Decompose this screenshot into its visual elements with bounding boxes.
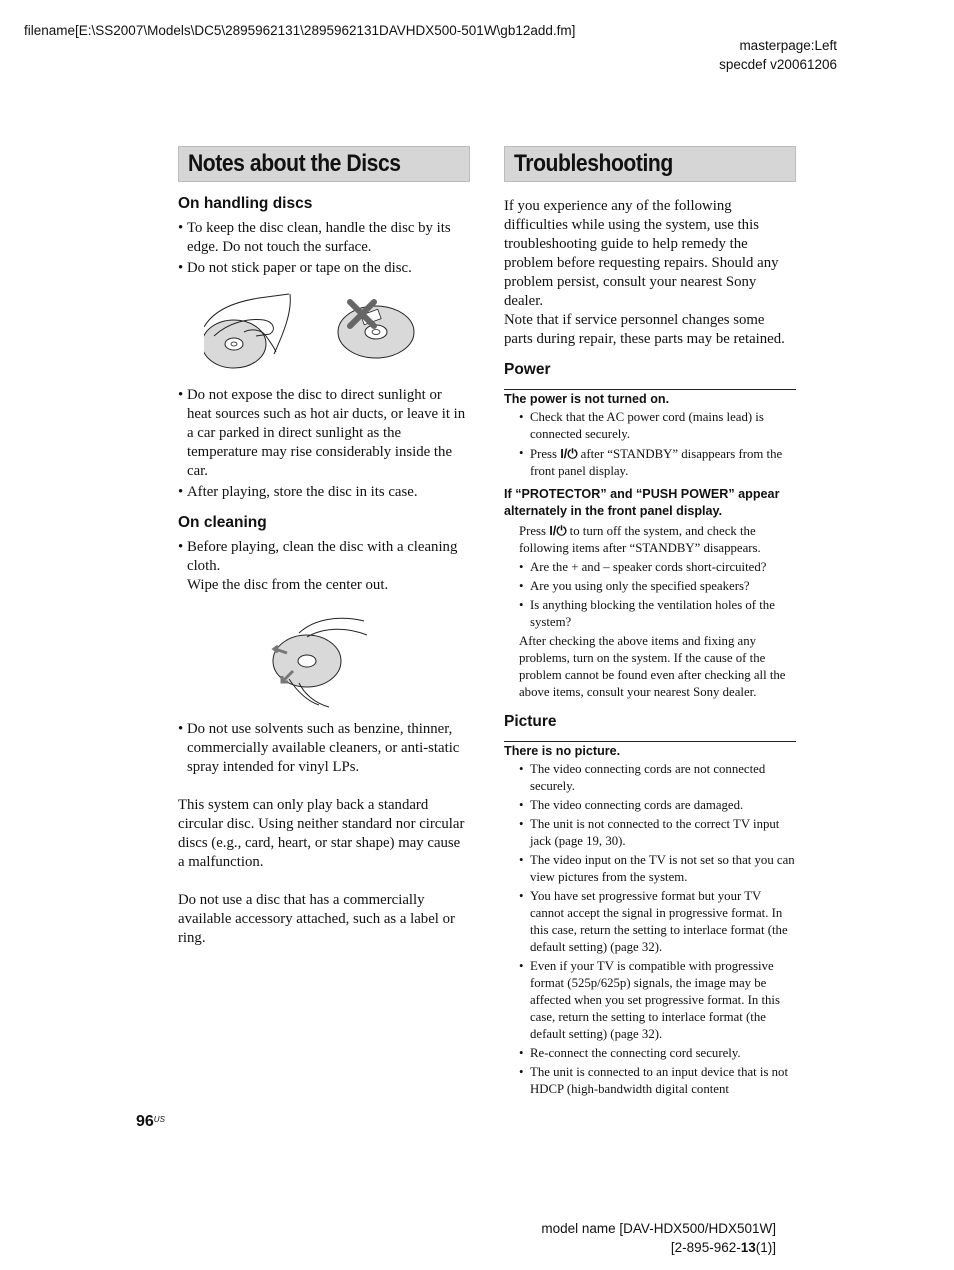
list-item: • Even if your TV is compatible with progressive format (525p/625p) signals, the image may be affected when you set progressive format. In this case, return the setting to interlace format (the default setting) (page 32). [519, 958, 796, 1043]
divider [504, 741, 796, 742]
cleaning-list-1 [178, 538, 470, 595]
disc-handling-illustration [178, 292, 470, 372]
protector-after: After checking the above items and fixing any problems, turn on the system. If the cause of the problem cannot be found even after checking all the above items, consult your nearest Sony dealer. [519, 634, 786, 699]
heading-cleaning: On cleaning [178, 514, 267, 531]
part-suffix: (1)] [755, 1240, 776, 1255]
section-title-text: Troubleshooting [514, 150, 673, 177]
protector-instructions [504, 522, 796, 557]
list-item: • You have set progressive format but your TV cannot accept the signal in progressive format. In this case, return the setting to interlace format (the default setting) (page 32). [519, 888, 796, 956]
masterpage-info [719, 36, 837, 74]
protector-checklist [504, 559, 796, 631]
symptom-no-picture: There is no picture. [504, 744, 621, 758]
power-button-icon: I/⏻ [560, 446, 578, 461]
page-region: US [153, 1115, 165, 1124]
remedy-text: Press [530, 447, 561, 461]
list-item [178, 538, 470, 595]
right-column [504, 146, 796, 1100]
standard-disc-note: This system can only play back a standard circular disc. Using neither standard nor circular discs (e.g., card, heart, or star shape) may cause a malfunction. [178, 797, 465, 870]
power-off-remedies [504, 409, 796, 480]
cleaning-list-2 [178, 720, 470, 777]
handling-list-1 [178, 219, 470, 278]
handling-list-2 [178, 386, 470, 502]
page-number-value: 96 [136, 1113, 154, 1130]
list-item: • Re-connect the connecting cord securely. [519, 1045, 796, 1062]
list-item: • To keep the disc clean, handle the disc by its edge. Do not touch the surface. [178, 219, 470, 257]
model-info [541, 1219, 776, 1257]
model-name: model name [DAV-HDX500/HDX501W] [541, 1221, 776, 1236]
heading-picture: Picture [504, 713, 557, 730]
list-item: • Are the + and – speaker cords short-circuited? [519, 559, 796, 576]
list-item: • The video input on the TV is not set so that you can view pictures from the system. [519, 852, 796, 886]
list-item: • Do not expose the disc to direct sunlight or heat sources such as hot air ducts, or leave it in a car parked in direct sunlight as the temperature may rise considerably inside the car. [178, 386, 470, 481]
disc-cleaning-figure [269, 613, 379, 708]
instruction-text: Press [519, 524, 550, 538]
part-number [541, 1238, 776, 1257]
section-title-discs [178, 146, 470, 182]
section-title-troubleshooting [504, 146, 796, 182]
masterpage-label: masterpage:Left [739, 38, 837, 53]
remedy-text-2: after “STANDBY” disappears from the front panel display. [530, 447, 783, 478]
list-item: • Is anything blocking the ventilation holes of the system? [519, 597, 796, 631]
part-prefix: [2-895-962- [670, 1240, 741, 1255]
list-item: • Do not stick paper or tape on the disc. [178, 259, 470, 278]
list-item [519, 445, 796, 480]
list-item: • Are you using only the specified speakers? [519, 578, 796, 595]
disc-handling-figure [204, 292, 444, 372]
list-item: • After playing, store the disc in its case. [178, 483, 470, 502]
troubleshooting-note: Note that if service personnel changes some parts during repair, these parts may be retained. [504, 312, 785, 347]
no-picture-remedies [504, 761, 796, 1098]
list-item: • The video connecting cords are damaged. [519, 797, 796, 814]
divider [504, 389, 796, 390]
left-column [178, 146, 470, 948]
specdef-label: specdef v20061206 [719, 57, 837, 72]
filename-header: filename[E:\SS2007\Models\DC5\2895962131\2895962131DAVHDX500-501W\gb12add.fm] [24, 23, 576, 38]
cleaning-bullet-text: Before playing, clean the disc with a cleaning cloth. [187, 539, 458, 574]
part-bold: 13 [740, 1240, 756, 1255]
cleaning-bullet-text-2: Wipe the disc from the center out. [187, 577, 389, 593]
accessory-note: Do not use a disc that has a commercially available accessory attached, such as a label or ring. [178, 892, 455, 946]
symptom-power-off: The power is not turned on. [504, 392, 670, 406]
list-item: • The unit is connected to an input device that is not HDCP (high-bandwidth digital content [519, 1064, 796, 1098]
list-item [519, 409, 796, 443]
instruction-text-2: to turn off the system, and check the following items after “STANDBY” disappears. [519, 524, 761, 555]
troubleshooting-intro: If you experience any of the following difficulties while using the system, use this troubleshooting guide to help remedy the problem before requesting repairs. Should any problem persist, consult your nearest Sony dealer. [504, 198, 779, 309]
list-item: • Do not use solvents such as benzine, thinner, commercially available cleaners, or anti-static spray intended for vinyl LPs. [178, 720, 470, 777]
symptom-protector: If “PROTECTOR” and “PUSH POWER” appear alternately in the front panel display. [504, 487, 780, 518]
heading-power: Power [504, 361, 551, 378]
disc-cleaning-illustration [178, 613, 470, 708]
list-item: • The video connecting cords are not connected securely. [519, 761, 796, 795]
remedy-text: Check that the AC power cord (mains lead) is connected securely. [530, 410, 764, 441]
section-title-text: Notes about the Discs [188, 150, 401, 177]
power-button-icon: I/⏻ [549, 523, 567, 538]
list-item: • The unit is not connected to the correct TV input jack (page 19, 30). [519, 816, 796, 850]
page-number [136, 1113, 165, 1131]
heading-handling: On handling discs [178, 195, 313, 212]
